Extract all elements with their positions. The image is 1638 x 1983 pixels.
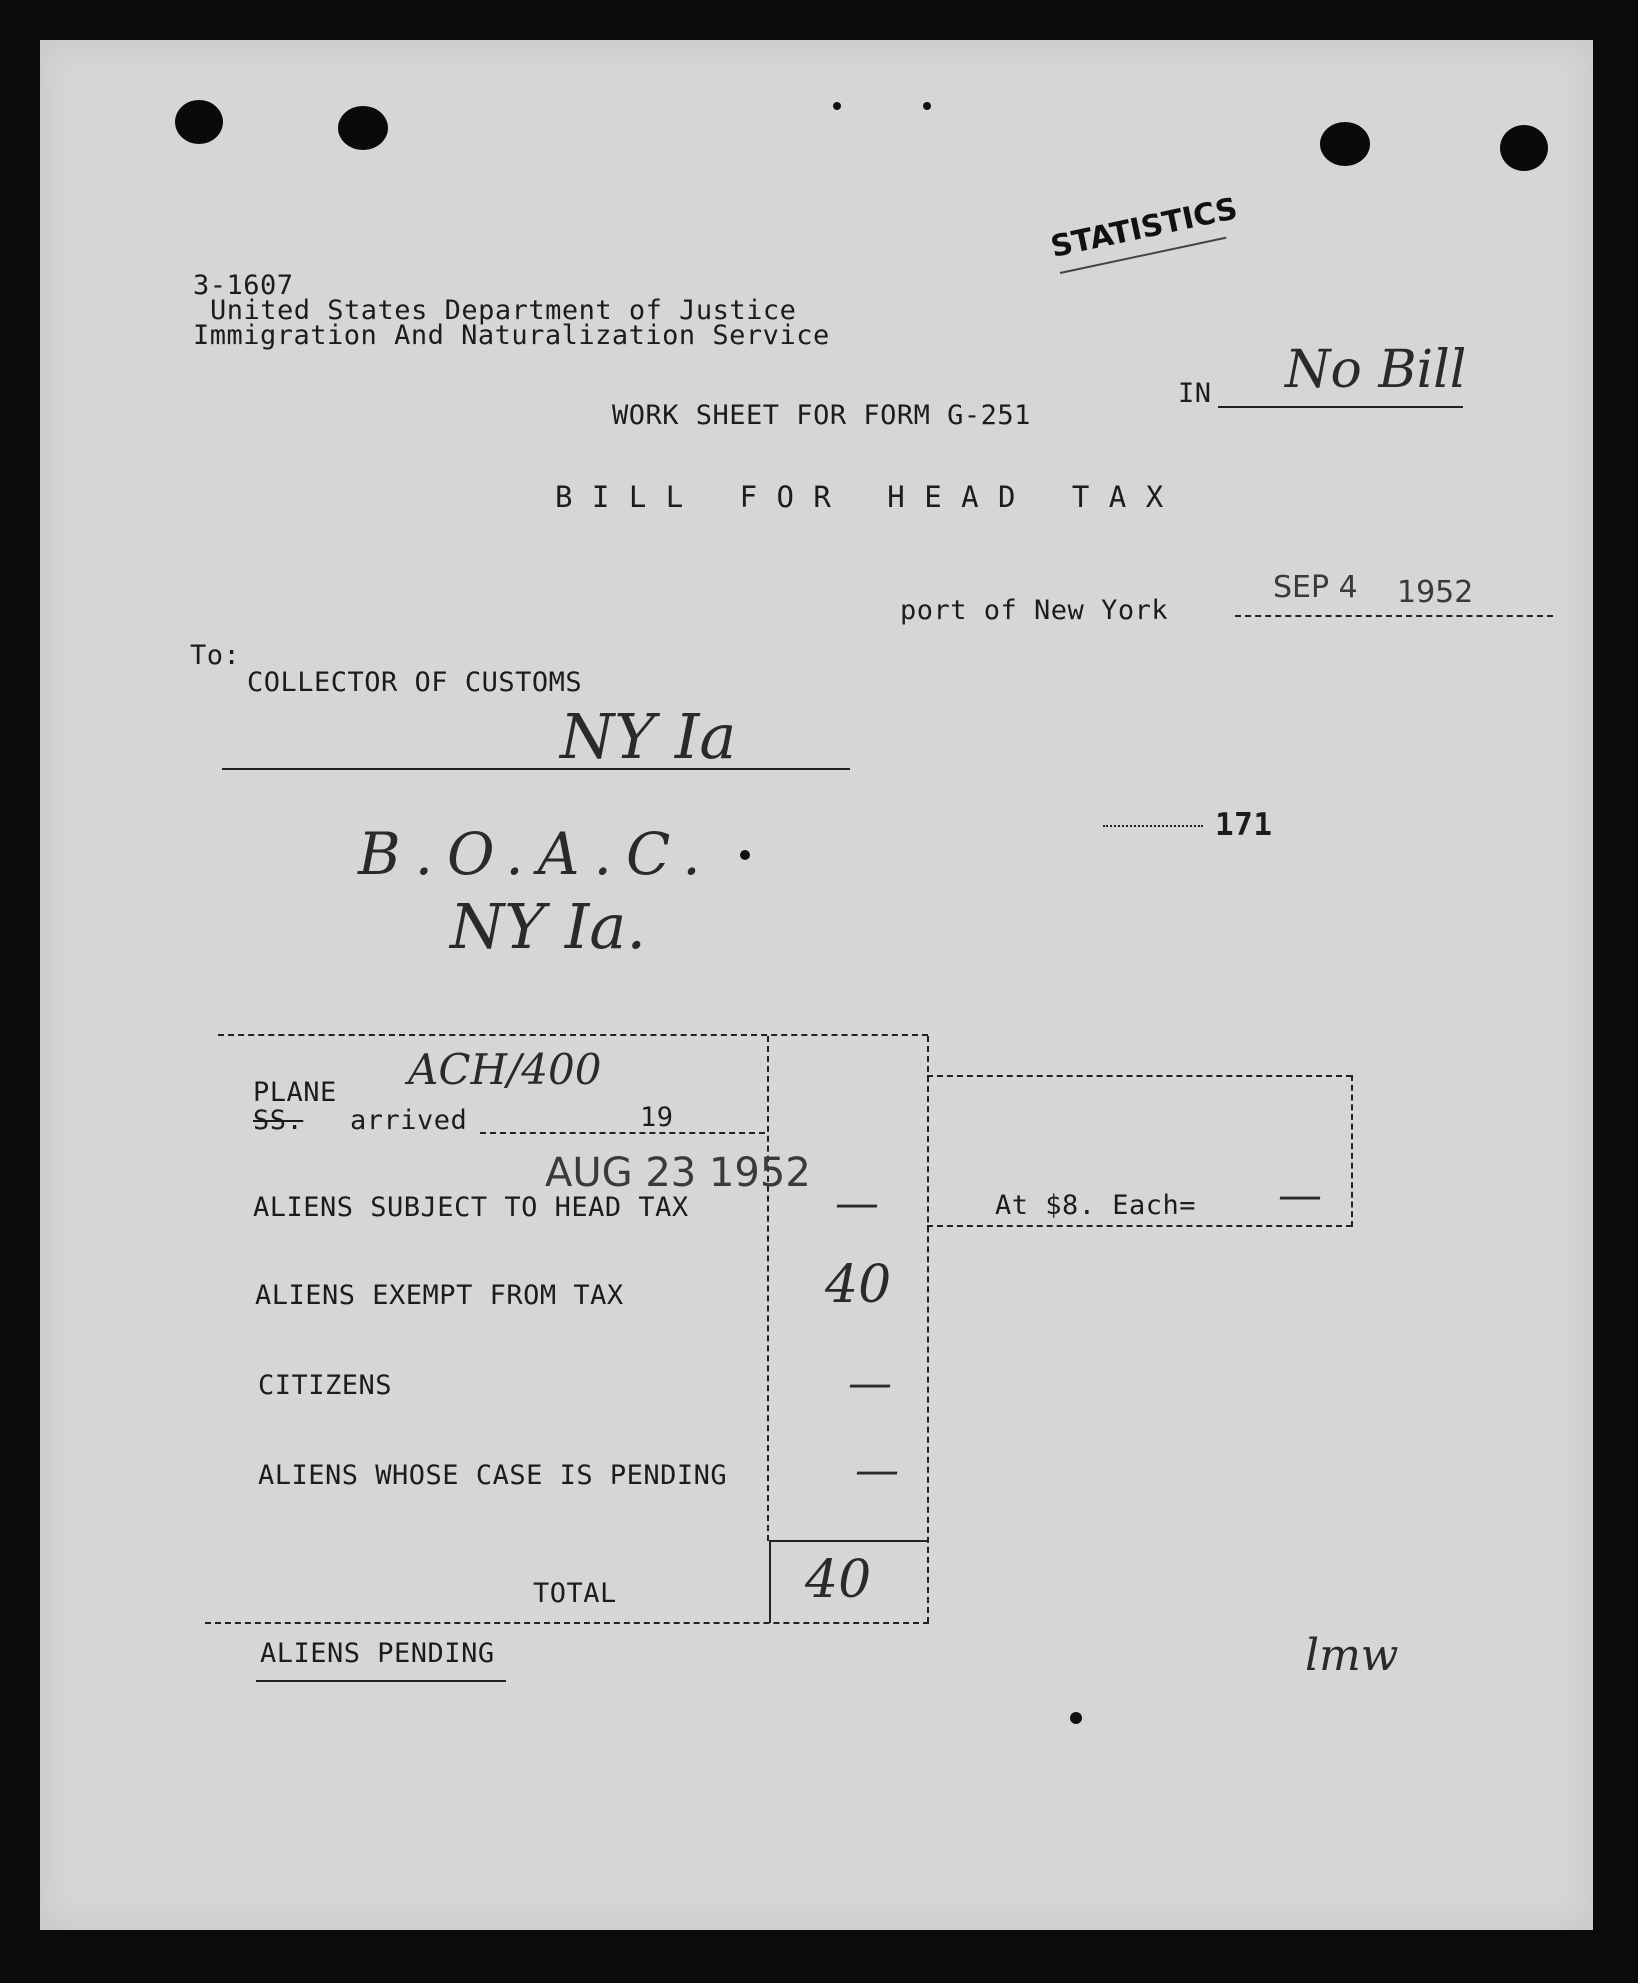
tally-row-label: ALIENS EXEMPT FROM TAX xyxy=(255,1280,624,1311)
handwritten-initials: lmw xyxy=(1305,1630,1399,1681)
collector-line xyxy=(222,768,850,770)
aliens-pending-label: ALIENS PENDING xyxy=(260,1638,495,1669)
rate-box-bottom xyxy=(927,1225,1352,1227)
table-divider xyxy=(767,1036,769,1541)
ink-dot xyxy=(1070,1712,1082,1724)
rate-value: — xyxy=(1278,1170,1322,1221)
port-date-line xyxy=(1235,615,1553,617)
rate-box-right xyxy=(1351,1075,1353,1227)
flight-handwritten: ACH/400 xyxy=(408,1045,602,1094)
plane-label: PLANE xyxy=(253,1077,337,1108)
arrival-date-stamp: AUG 23 1952 xyxy=(545,1150,811,1196)
worksheet-title: WORK SHEET FOR FORM G-251 xyxy=(612,400,1031,431)
punch-hole xyxy=(338,106,388,150)
ink-dot xyxy=(740,850,750,860)
form-number: 3-1607 xyxy=(193,270,294,301)
handwritten-airline: B.O.A.C. xyxy=(358,820,715,888)
punch-hole xyxy=(1500,125,1548,171)
port-date-stamp-day: SEP 4 xyxy=(1273,570,1358,605)
statistics-stamp: STATISTICS xyxy=(1047,191,1241,265)
arrived-line xyxy=(480,1132,765,1134)
document-page xyxy=(40,40,1593,1930)
ink-dot xyxy=(833,102,841,110)
handwritten-place-2: NY Ia. xyxy=(450,890,647,963)
total-value: 40 xyxy=(805,1550,872,1610)
department-name: United States Department of Justice xyxy=(210,295,797,326)
ink-dot xyxy=(923,102,931,110)
tally-row-value: — xyxy=(855,1445,899,1496)
to-label: To: xyxy=(190,640,241,671)
serial-number: 171 xyxy=(1215,807,1273,843)
table-right-border xyxy=(927,1036,929,1623)
arrived-label: arrived xyxy=(350,1105,468,1136)
total-label: TOTAL xyxy=(533,1578,617,1609)
ss-label: SS. xyxy=(253,1105,304,1136)
punch-hole xyxy=(175,100,223,144)
service-name: Immigration And Naturalization Service xyxy=(193,320,830,351)
table-bottom-border xyxy=(205,1622,929,1624)
tally-row-value: 40 xyxy=(825,1255,892,1315)
in-field-line xyxy=(1218,406,1463,408)
punch-hole xyxy=(1320,122,1370,166)
handwritten-place: NY Ia xyxy=(560,700,737,773)
rate-box-top xyxy=(927,1075,1352,1077)
aliens-pending-underline xyxy=(256,1680,506,1682)
tally-row-value: — xyxy=(835,1178,879,1229)
year-prefix: 19 xyxy=(640,1102,674,1133)
port-label: port of New York xyxy=(900,595,1169,626)
rate-label: At $8. Each= xyxy=(995,1190,1197,1221)
in-handwritten-value: No Bill xyxy=(1285,340,1467,400)
port-date-stamp-year: 1952 xyxy=(1397,575,1474,610)
tally-row-label: ALIENS SUBJECT TO HEAD TAX xyxy=(253,1192,689,1223)
tally-row-value: — xyxy=(848,1358,892,1409)
total-row-top xyxy=(769,1540,929,1542)
table-top-border xyxy=(218,1034,928,1036)
total-divider xyxy=(769,1540,771,1623)
collector-label: COLLECTOR OF CUSTOMS xyxy=(247,667,583,698)
in-label: IN xyxy=(1178,378,1212,409)
tally-row-label: CITIZENS xyxy=(258,1370,393,1401)
serial-strike xyxy=(1103,825,1203,827)
tally-row-label: ALIENS WHOSE CASE IS PENDING xyxy=(258,1460,728,1491)
bill-title: B I L L F O R H E A D T A X xyxy=(555,480,1165,514)
